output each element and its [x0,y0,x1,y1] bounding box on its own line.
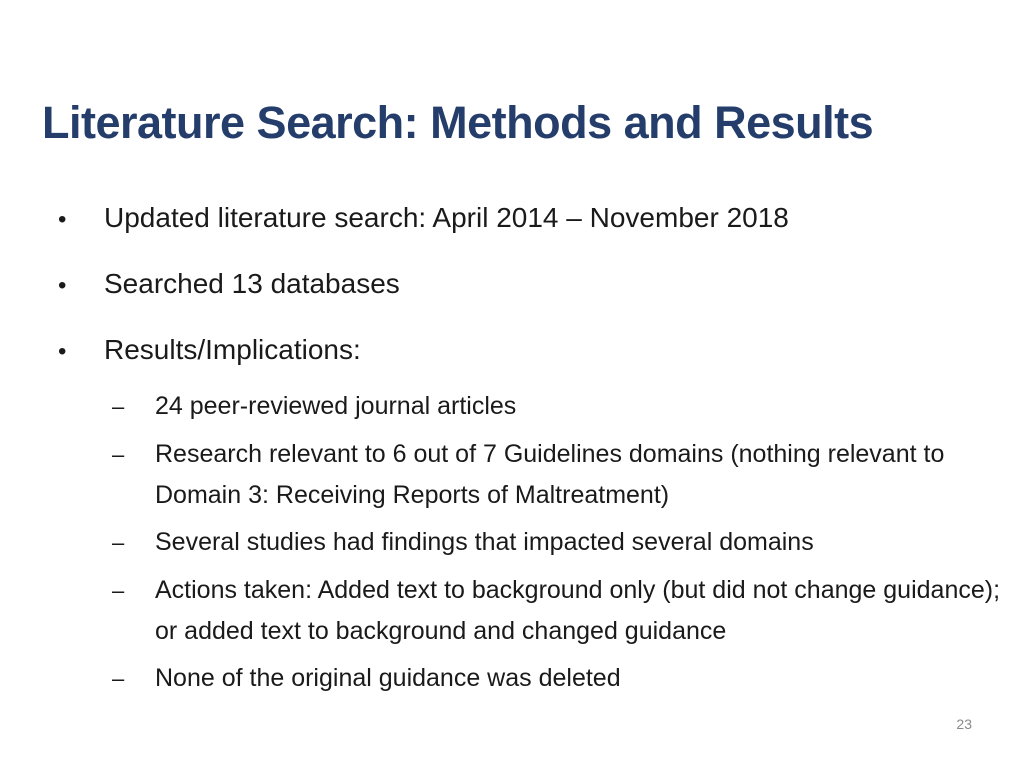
sub-bullet-text: None of the original guidance was deleted [155,664,621,692]
bullet-text: Updated literature search: April 2014 – November 2018 [104,202,789,233]
slide-title: Literature Search: Methods and Results [42,97,874,148]
dash-marker: – [112,442,125,467]
dash-marker: – [112,578,125,603]
dash-marker: – [112,394,125,419]
dash-marker: – [112,666,125,691]
bullet-text: Results/Implications: [104,334,361,365]
bullet-marker: • [58,338,67,365]
sub-bullet-text: Actions taken: Added text to background only (but did not change guidance); or added text to background and changed guidance [155,576,1001,645]
page-number: 23 [956,716,972,732]
sub-bullet-item [112,434,1005,516]
bullet-marker: • [58,272,67,299]
sub-bullet-item [112,570,1005,652]
sub-bullet-text: 24 peer-reviewed journal articles [155,392,517,420]
sub-bullet-item [112,522,1005,563]
sub-bullet-item [112,658,1005,699]
bullet-item [58,332,361,370]
bullet-item [58,266,400,304]
bullet-item [58,200,789,238]
sub-bullet-text: Several studies had findings that impacted several domains [155,528,814,556]
bullet-text: Searched 13 databases [104,268,400,299]
bullet-marker: • [58,206,67,233]
sub-bullet-item [112,386,1005,427]
dash-marker: – [112,530,125,555]
sub-bullet-text: Research relevant to 6 out of 7 Guidelines domains (nothing relevant to Domain 3: Receiving Reports of Maltreatment) [155,440,945,509]
